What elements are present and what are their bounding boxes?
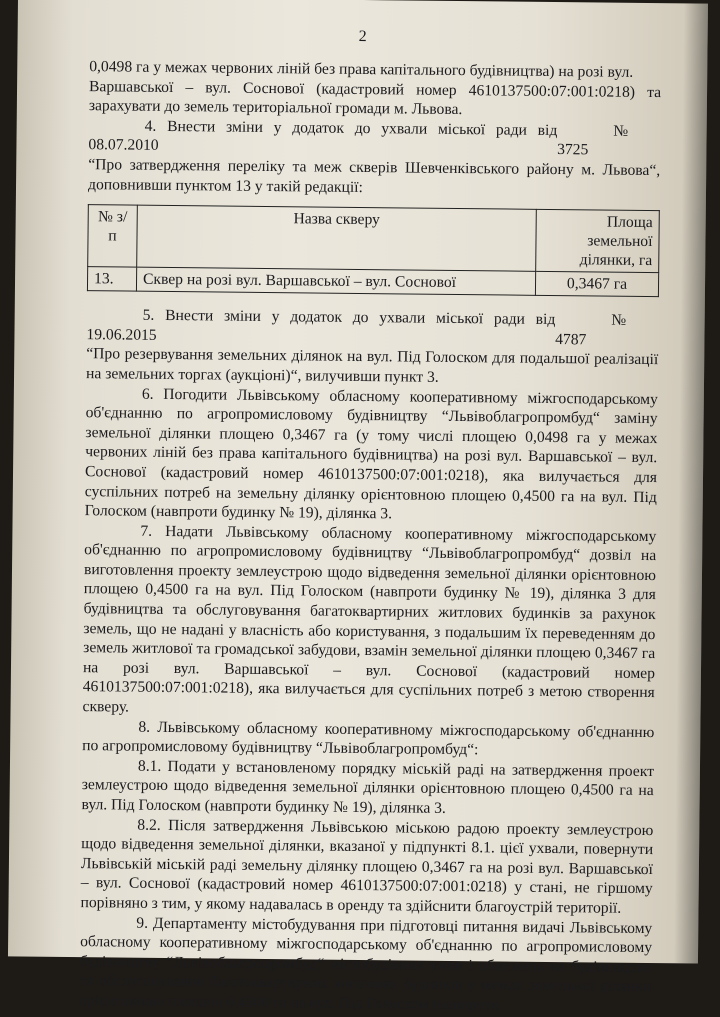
table-header-name: Назва скверу [137,205,537,271]
page-number: 2 [358,27,367,46]
table-cell-name: Сквер на розі вул. Варшавської – вул. Соснової [136,267,535,295]
table-cell-number: 13. [87,267,136,292]
item-6: 6. Погодити Львівському обласному кооперативному міжгосподарському об'єднанню по агропромисловому будівництву “Львівоблагропромбуд“ заміну земельної ділянки площею 0,3467 га (у тому числі площею 0,0498 га у межах червоних ліній без права капітального будівництва) на розі вул. Варшавської – вул. Соснової (кадастровий номер 4610137500:07:001:0218), яка вилучається для суспільних потреб на земельну ділянку орієнтовною площею 0,4500 га на вул. Під Голоском (навпроти будинку № 19), ділянка 3. [84,385,658,523]
item-4-first-line [88,116,660,161]
squares-table [87,204,660,297]
item-9: 9. Департаменту містобудування при підготовці питання видачі Львівському обласному кооперативному міжгосподарському об'єднанню по агропромисловому будівництву “Львівоблагропромбуд“ містобудівних умов і обмежень на будівництво та обслуговування багатоквартирних житлових будинків у межах земельної ділянки орієнтовною площею 0,4500 га на вул. Під Голоском (навпроти [79,914,653,1014]
item-5-text: 5. Внести зміни у додаток до ухвали міської ради від 19.06.2015 [86,306,556,344]
item-5-number: № 4787 [555,311,627,349]
page-edge-shadow [674,3,708,963]
item-5-rest: “Про резервування земельних ділянок на вул. Під Голоском для подальшої реалізації на земельних торгах (аукціоні)“, вилучивши пункт 3. [85,345,659,386]
table-header-number: № з/п [88,205,138,268]
table-cell-area: 0,3467 га [535,271,658,296]
intro-line-2: Варшавської – вул. Соснової (кадастровий номер 4610137500:07:001:0218) та зарахувати до земель територіальної громади м. Львова. [88,77,662,119]
item-4-text: 4. Внести зміни у додаток до ухвали міської ради від 08.07.2010 [88,117,558,155]
item-8: 8. Львівському обласному кооперативному міжгосподарському об'єднанню по агропромисловому будівництву “Львівоблагропромбуд“: [82,718,655,759]
document-page [8,0,708,1014]
intro-line-1: 0,0498 га у межах червоних ліній без права капітального будівництва) на розі вул. [89,58,634,81]
item-5-first-line [86,305,658,350]
item-4-rest: “Про затвердження переліку та меж скверів Шевченківського району м. Львова“, доповнивши пунктом 13 у такій редакції: [87,156,661,196]
item-8-1: 8.1. Подати у встановленому порядку міській раді на затвердження проект землеустрою щодо відведення земельної ділянки орієнтовною площею 0,4500 га на вул. Під Голоском (навпроти будинку № 19), ділянка 3. [81,757,655,817]
item-7: 7. Надати Львівському обласному кооперативному міжгосподарському об'єднанню по агропромисловому будівництву “Львівоблагропромбуд“ дозвіл на виготовлення проекту землеустрою щодо відведення земельної ділянки орієнтовною площею 0,4500 га на вул. Під Голоском (навпроти будинку № 19), ділянка 3 для будівництва та обслуговування багатоквартирних житлових будинків за рахунок земель, що не надані у власність або користування, з подальшим їх переведенням до земель житлової та громадської забудови, взамін земельної ділянки площею 0,3467 га на розі вул. Варшавської – вул. Соснової (кадастровий номер 4610137500:07:001:0218), яка вилучається для суспільних потреб з метою створення скверу. [82,522,657,716]
table-header-row [88,205,660,273]
table-row [87,267,658,297]
item-4-number: № 3725 [557,122,629,159]
item-8-2: 8.2. Після затвердження Львівською міською радою проекту землеустрою щодо відведення земельної ділянки, вказаної у підпункті 8.1. цієї ухвали, повернути Львівській міській раді земельну ділянку площею 0,3467 га на розі вул. Варшавської – вул. Соснової (кадастровий номер 4610137500:07:001:0218) у стані, не гіршому порівняно з тим, у якому надавалась в оренду та здійснити благоустрій території. [80,816,654,917]
table-header-area: Площа земельної ділянки, га [536,209,660,272]
document-body [79,57,661,1016]
